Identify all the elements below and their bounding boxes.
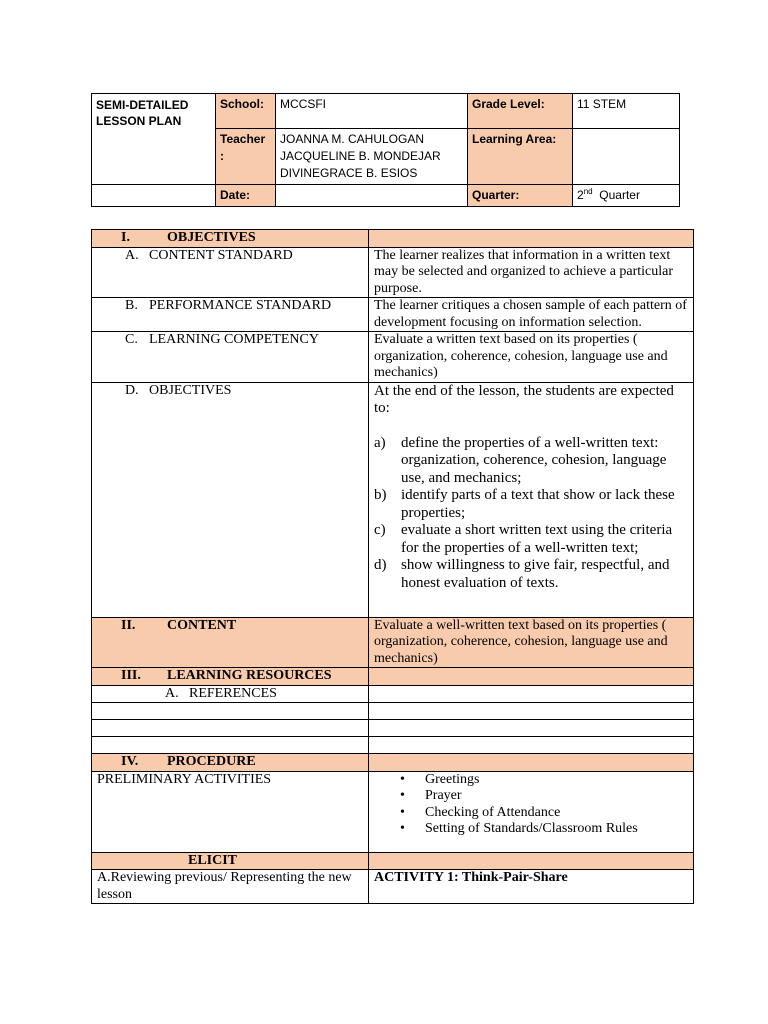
teacher-name: DIVINEGRACE B. ESIOS bbox=[280, 166, 418, 180]
reviewing-label: A.Reviewing previous/ Representing the new lesson bbox=[92, 870, 369, 904]
learning-resources-section-row bbox=[92, 668, 694, 686]
preliminary-activities-row bbox=[92, 771, 694, 852]
learning-competency-row: C. LEARNING COMPETENCY Evaluate a written text based on its properties ( organization, coherence, cohesion, language use and mechanics) bbox=[92, 332, 694, 383]
document-title: SEMI-DETAILED LESSON PLAN bbox=[92, 94, 216, 185]
grade-level-label: Grade Level: bbox=[468, 94, 573, 129]
section-heading: II. CONTENT bbox=[92, 617, 369, 668]
learning-competency-text: Evaluate a written text based on its properties ( organization, coherence, cohesion, language use and mechanics) bbox=[369, 332, 694, 383]
objectives-intro: At the end of the lesson, the students are expected to: bbox=[374, 382, 674, 416]
preliminary-activities-list bbox=[374, 772, 689, 838]
objectives-list bbox=[374, 435, 689, 593]
objective-item: d) show willingness to give fair, respectful, and honest evaluation of texts. bbox=[374, 557, 670, 591]
empty-row bbox=[92, 737, 694, 754]
section-heading-empty bbox=[369, 230, 694, 248]
section-heading: III. LEARNING RESOURCES bbox=[92, 668, 369, 686]
school-label: School: bbox=[216, 94, 276, 129]
objectives-text bbox=[369, 382, 694, 617]
school-value: MCCSFI bbox=[276, 94, 468, 129]
references-label: REFERENCES bbox=[189, 685, 277, 701]
content-section-row bbox=[92, 617, 694, 668]
list-item: • Checking of Attendance bbox=[425, 805, 689, 822]
teacher-label: Teacher : bbox=[216, 129, 276, 185]
performance-standard-label: PERFORMANCE STANDARD bbox=[149, 298, 332, 313]
reviewing-row bbox=[92, 870, 694, 904]
performance-standard-text: The learner critiques a chosen sample of each pattern of development focusing on information selection. bbox=[369, 298, 694, 332]
section-heading-empty bbox=[369, 754, 694, 772]
lesson-plan-body-table bbox=[91, 229, 694, 904]
teacher-names bbox=[276, 129, 468, 185]
objective-item: b) identify parts of a text that show or lack these properties; bbox=[374, 487, 675, 521]
learning-competency-label: LEARNING COMPETENCY bbox=[149, 332, 319, 347]
learning-area-label: Learning Area: bbox=[468, 129, 573, 185]
quarter-value: 2nd Quarter bbox=[573, 185, 680, 207]
section-heading-empty bbox=[369, 668, 694, 686]
elicit-heading: ELICIT bbox=[92, 852, 369, 870]
elicit-empty bbox=[369, 852, 694, 870]
quarter-label: Quarter: bbox=[468, 185, 573, 207]
references-row: A. REFERENCES bbox=[92, 685, 694, 703]
list-item: • Setting of Standards/Classroom Rules bbox=[425, 821, 689, 838]
section-heading: I. OBJECTIVES bbox=[92, 230, 369, 248]
lesson-plan-header-table bbox=[91, 93, 680, 207]
teacher-name: JOANNA M. CAHULOGAN bbox=[280, 132, 425, 146]
content-standard-row: A. CONTENT STANDARD The learner realizes that information in a written text may be selected and organized to achieve a particular purpose. bbox=[92, 247, 694, 298]
references-value bbox=[369, 685, 694, 703]
header-empty-cell bbox=[92, 185, 216, 207]
learning-area-value bbox=[573, 129, 680, 185]
date-value bbox=[276, 185, 468, 207]
empty-row bbox=[92, 703, 694, 720]
procedure-section-row bbox=[92, 754, 694, 772]
objectives-row: D. OBJECTIVES At the end of the lesson, the students are expected to: a) define the properties of a well-written text: organization, coherence, cohesion, language use, and mechanics; b) identify parts of a text that show or lack these properties; c) evaluate a short written text using the criteria for the properties of a well-written text; d) show willingness to give fair, respectful, and honest evaluation of texts. bbox=[92, 382, 694, 617]
grade-level-value: 11 STEM bbox=[573, 94, 680, 129]
elicit-row bbox=[92, 852, 694, 870]
list-item: • Prayer bbox=[425, 788, 689, 805]
empty-row bbox=[92, 720, 694, 737]
content-text: Evaluate a well-written text based on its properties ( organization, coherence, cohesion, language use and mechanics) bbox=[369, 617, 694, 668]
performance-standard-row: B. PERFORMANCE STANDARD The learner critiques a chosen sample of each pattern of development focusing on information selection. bbox=[92, 298, 694, 332]
section-heading: IV. PROCEDURE bbox=[92, 754, 369, 772]
date-label: Date: bbox=[216, 185, 276, 207]
objective-item: c) evaluate a short written text using the criteria for the properties of a well-written text; bbox=[374, 522, 673, 556]
objectives-section-row bbox=[92, 230, 694, 248]
activity-1-title: ACTIVITY 1: Think-Pair-Share bbox=[369, 870, 694, 904]
teacher-name: JACQUELINE B. MONDEJAR bbox=[280, 149, 441, 163]
list-item: • Greetings bbox=[425, 772, 689, 789]
content-standard-label: CONTENT STANDARD bbox=[149, 247, 293, 263]
objectives-label: OBJECTIVES bbox=[149, 382, 232, 398]
content-standard-text: The learner realizes that information in a written text may be selected and organized to achieve a particular purpose. bbox=[369, 247, 694, 298]
preliminary-activities-label: PRELIMINARY ACTIVITIES bbox=[92, 771, 369, 852]
objective-item: a) define the properties of a well-written text: organization, coherence, cohesion, language use, and mechanics; bbox=[374, 434, 667, 486]
